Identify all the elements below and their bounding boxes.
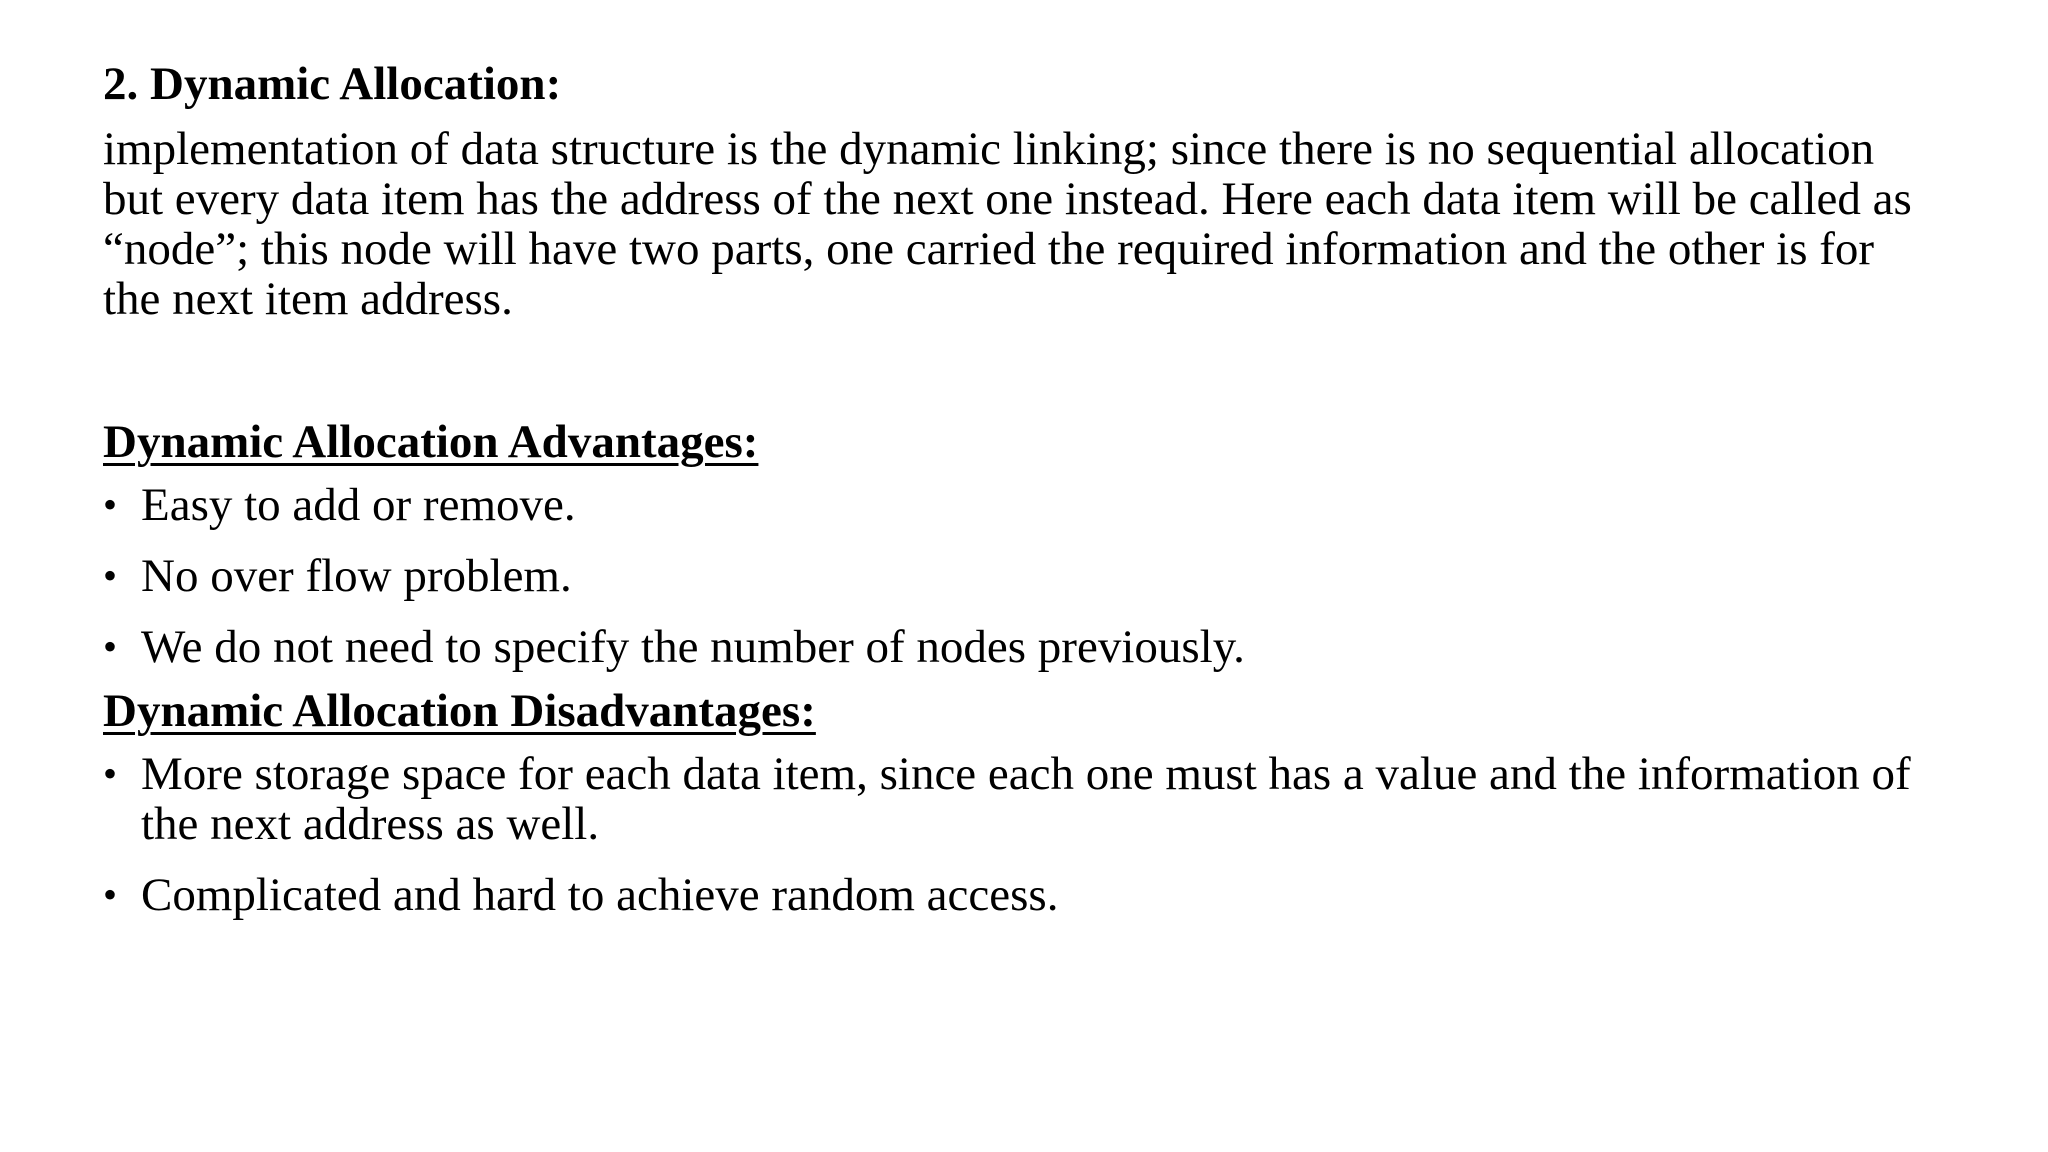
list-item (103, 612, 1933, 683)
advantages-heading: Dynamic Allocation Advantages: (103, 416, 759, 468)
list-item-text: More storage space for each data item, since each one must has a value and the information of the next address as well. (141, 748, 1911, 850)
list-item (103, 541, 1933, 612)
section-heading: 2. Dynamic Allocation: (103, 58, 562, 110)
spacer (103, 324, 1933, 414)
list-item-text: Complicated and hard to achieve random access. (141, 869, 1059, 921)
intro-paragraph: implementation of data structure is the dynamic linking; since there is no sequential allocation but every data item has the address of the next one instead. Here each data item will be called as “node”; this node will have two parts, one carried the required information and the other is for the next item address. (103, 123, 1912, 325)
list-item (103, 470, 1933, 541)
disadvantages-heading: Dynamic Allocation Disadvantages: (103, 685, 816, 737)
bullet-icon: • (103, 624, 118, 669)
bullet-icon: • (103, 751, 118, 796)
list-item-text: We do not need to specify the number of nodes previously. (141, 621, 1245, 673)
advantages-list (103, 470, 1933, 683)
bullet-icon: • (103, 482, 118, 527)
list-item (103, 739, 1933, 860)
slide-content (103, 56, 1933, 931)
list-item (103, 860, 1933, 931)
list-item-text: Easy to add or remove. (141, 479, 576, 531)
disadvantages-list (103, 739, 1933, 931)
bullet-icon: • (103, 872, 118, 917)
list-item-text: No over flow problem. (141, 550, 572, 602)
bullet-icon: • (103, 553, 118, 598)
